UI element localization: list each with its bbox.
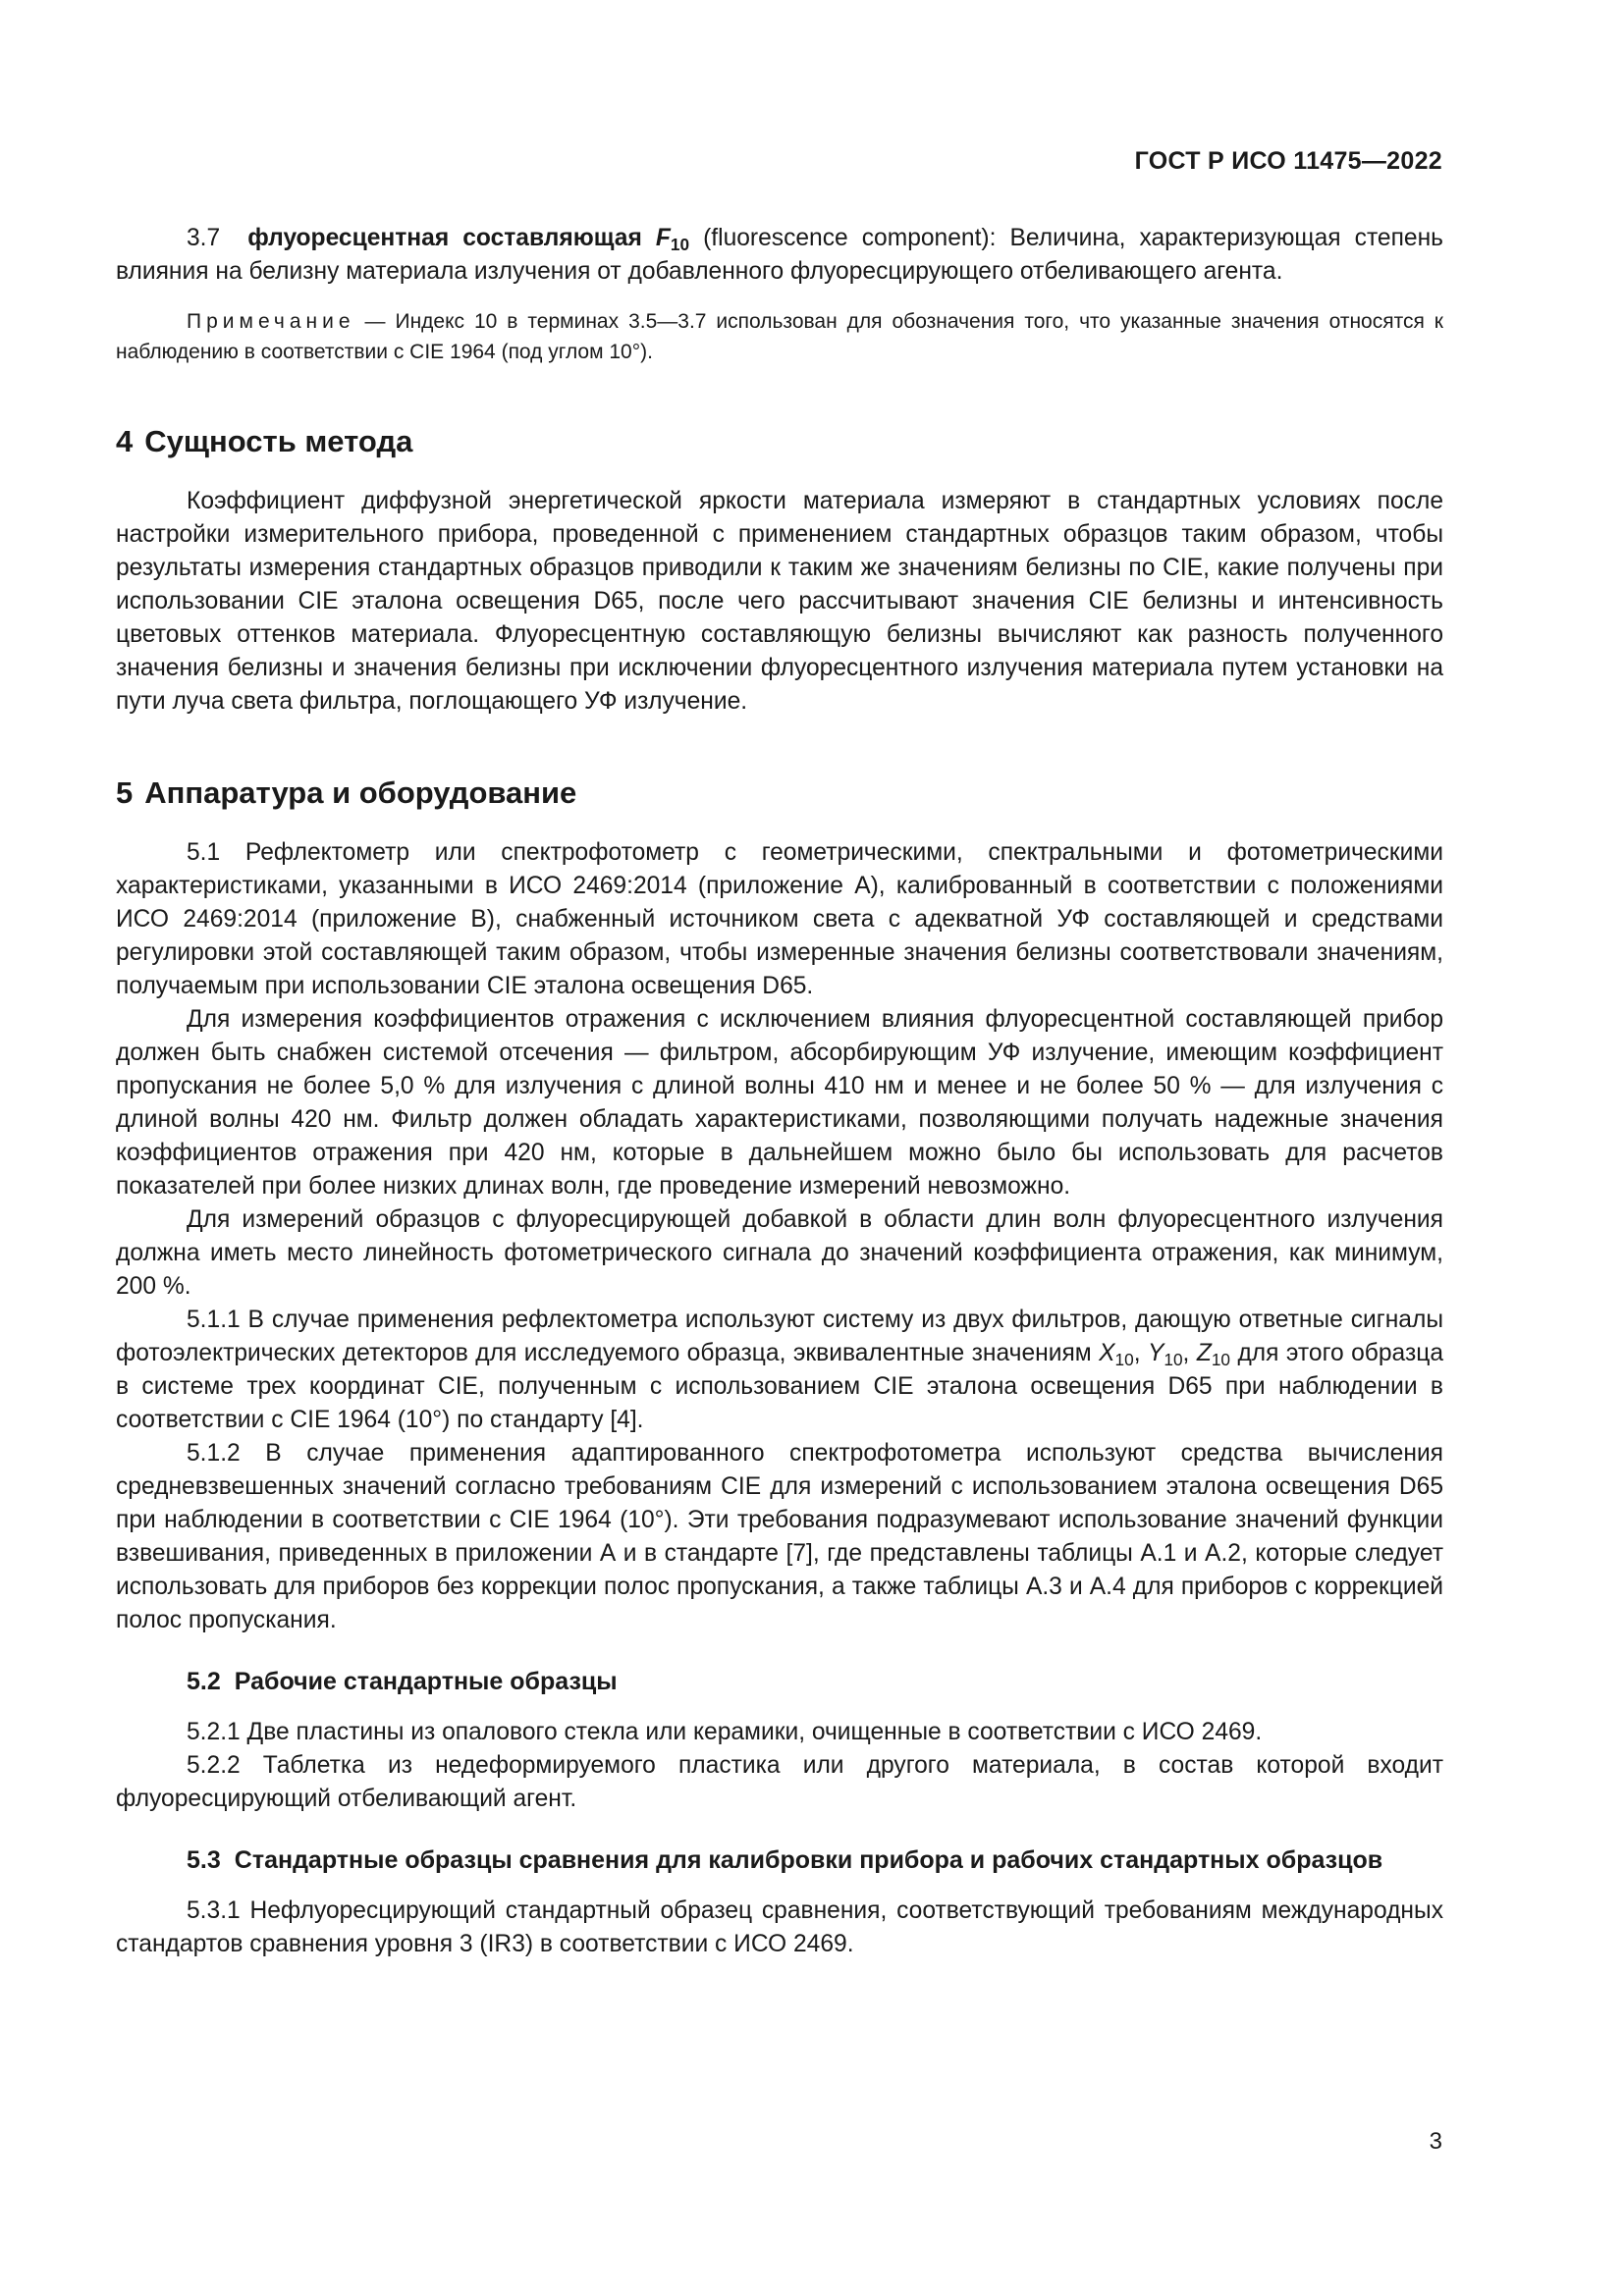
symbol-x: X [1099,1340,1115,1366]
paragraph-5-1-linearity: Для измерений образцов с флуоресцирующей добавкой в области длин волн флуоресцентного излучения должна иметь место линейность фотометрического сигнала до значений коэффициента отражения, как минимум, 200 %. [116,1206,1443,1300]
section-5-3-heading [116,1843,1443,1877]
paragraph-5-1-filter: Для измерения коэффициентов отражения с исключением влияния флуоресцентной составляющей прибор должен быть снабжен системой отсечения — фильтром, абсорбирующим УФ излучение, имеющим коэффициент пропускания не более 5,0 % для излучения с длиной волны 410 нм и менее и не более 50 % — для излучения с длиной волны 420 нм. Фильтр должен обладать характеристиками, позволяющими получать надежные значения коэффициентов отражения при 420 нм, которые в дальнейшем можно было бы использовать для расчетов показателей при более низких длинах волн, где проведение измерений невозможно. [116,1006,1443,1200]
symbol-y: Y [1147,1340,1164,1366]
section-4-number: 4 [116,424,134,458]
term-definition: Величина, характеризующая степень влияния на белизну материала излучения от добавленного флуоресцирующего отбеливающего агента. [116,225,1443,285]
term-symbol-subscript: 10 [670,235,690,255]
paragraph-5-1-1: 5.1.1 В случае применения рефлектометра используют систему из двух фильтров, дающую ответные сигналы фотоэлектрических детекторов для исследуемого образца, эквивалентные значениям $X_{10}$, $Y_{10}$, $Z_{10}$ для этого образца в системе трех координат CIE, полученным с использованием CIE эталона освещения D65 при наблюдении в соответствии с CIE 1964 (10°) по стандарту [4]. [116,1307,1444,1433]
symbol-x-subscript: 10 [1114,1350,1134,1370]
paragraph-5-1-1-end: для этого образца в системе трех координат CIE, полученным с использованием CIE эталона освещения D65 при наблюдении в соответствии с CIE 1964 (10°) по стандарту [4]. [116,1340,1444,1433]
section-5-2-title: Рабочие стандартные образцы [234,1668,618,1695]
section-5-2-number: 5.2 [187,1668,221,1695]
page-number: 3 [1429,2128,1442,2155]
section-4-title: Сущность метода [144,424,413,458]
symbol-z: Z [1196,1340,1212,1366]
section-5-number: 5 [116,775,134,810]
note-label: Примечание [187,310,355,333]
paragraph-5-1-2: 5.1.2 В случае применения адаптированного спектрофотометра используют средства вычисления средневзвешенных значений согласно требованиям CIE для измерений с использованием эталона освещения D65 при наблюдении в соответствии с CIE 1964 (10°). Эти требования подразумевают использование значений функции взвешивания, приведенных в приложении А и в стандарте [7], где представлены таблицы А.1 и А.2, которые следует использовать для приборов без коррекции полос пропускания, а также таблицы А.3 и А.4 для приборов с коррекцией полос пропускания. [116,1440,1443,1633]
section-5-heading [116,774,1443,813]
symbol-z-subscript: 10 [1211,1350,1231,1370]
paragraph-5-2-1: 5.2.1 Две пластины из опалового стекла или керамики, очищенные в соответствии с ИСО 2469. [187,1719,1263,1745]
section-5-3-number: 5.3 [187,1846,221,1874]
section-5-2-heading [116,1665,1443,1698]
term-english: (fluorescence component): [703,225,997,251]
section-5-title: Аппаратура и оборудование [144,775,577,810]
section-4-text: Коэффициент диффузной энергетической яркости материала измеряют в стандартных условиях после настройки измерительного прибора, проведенной с применением стандартных образцов таким образом, чтобы результаты измерения стандартных образцов приводили к таким же значениям белизны по CIE, какие получены при использовании CIE эталона освещения D65, после чего рассчитывают значения CIE белизны и интенсивность цветовых оттенков материала. Флуоресцентную составляющую белизны вычисляют как разность полученного значения белизны и значения белизны при исключении флуоресцентного излучения материала путем установки на пути луча света фильтра, поглощающего УФ излучение. [116,488,1443,715]
term-3-7 [116,222,1443,289]
note [116,306,1443,367]
paragraph-5-2-2: 5.2.2 Таблетка из недеформируемого пластика или другого материала, в состав которой входит флуоресцирующий отбеливающий агент. [116,1752,1443,1812]
section-5-3-title: Стандартные образцы сравнения для калибровки прибора и рабочих стандартных образцов [234,1846,1383,1874]
paragraph-5-1: 5.1 Рефлектометр или спектрофотометр с геометрическими, спектральными и фотометрическими характеристиками, указанными в ИСО 2469:2014 (приложение А), калиброванный в соответствии с положениями ИСО 2469:2014 (приложение В), снабженный источником света с адекватной УФ составляющей и средствами регулировки этой составляющей таким образом, чтобы измеренные значения белизны соответствовали значениям, получаемым при использовании CIE эталона освещения D65. [116,839,1443,999]
section-4-heading [116,422,1443,461]
term-symbol: F [655,225,671,251]
term-name: флуоресцентная составляющая [247,225,642,251]
paragraph-5-1-1-start: 5.1.1 В случае применения рефлектометра используют систему из двух фильтров, дающую ответные сигналы фотоэлектрических детекторов для исследуемого образца, эквивалентные значениям [116,1307,1443,1366]
term-number: 3.7 [187,225,221,251]
paragraph-5-3-1: 5.3.1 Нефлуоресцирующий стандартный образец сравнения, соответствующий требованиям международных стандартов сравнения уровня 3 (IR3) в соответствии с ИСО 2469. [116,1897,1443,1957]
note-text: — Индекс 10 в терминах 3.5—3.7 использован для обозначения того, что указанные значения относятся к наблюдению в соответствии с CIE 1964 (под углом 10°). [116,310,1443,363]
symbol-y-subscript: 10 [1164,1350,1183,1370]
document-id-header: ГОСТ Р ИСО 11475—2022 [1134,147,1442,175]
page-content [116,222,1443,1961]
